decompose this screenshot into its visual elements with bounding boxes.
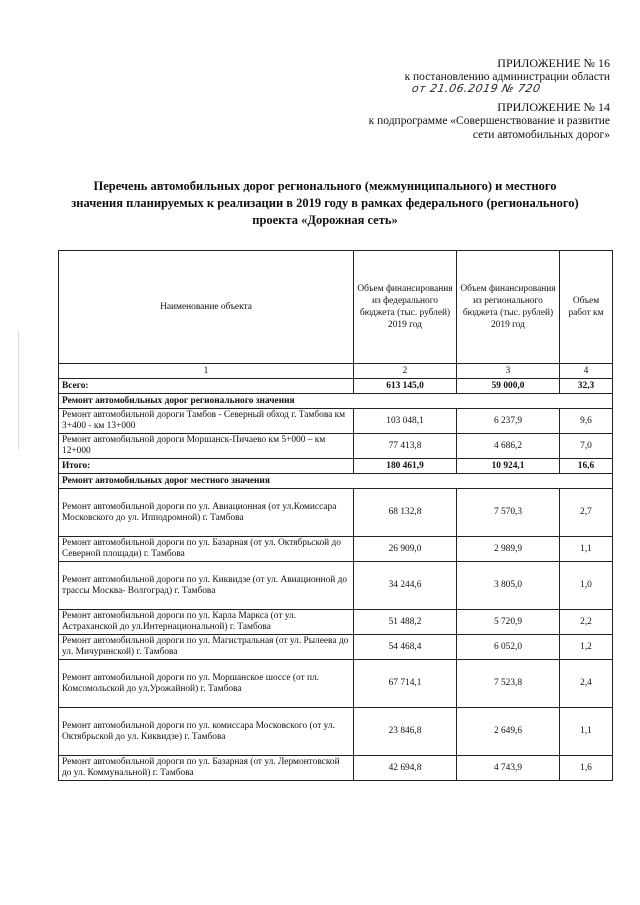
row-volume: 2,7 [560,489,613,537]
row-regional: 4 743,9 [457,756,560,781]
header-federal: Объем финансирования из федерального бюджета (тыс. рублей) 2019 год [354,251,457,364]
header-name: Наименование объекта [59,251,354,364]
table-row [59,537,613,562]
document-title: Перечень автомобильных дорог регионального (межмуниципального) и местного значения планируемых к реализации в 2019 году в рамках федерального (регионального) проекта «Дорожная сеть» [71,179,579,227]
total-volume: 32,3 [560,379,613,394]
table-row [59,708,613,756]
header-volume: Объем работ км [560,251,613,364]
row-regional: 7 570,3 [457,489,560,537]
table-row [59,434,613,459]
row-federal: 34 244,6 [354,562,457,610]
appendix-14-block [369,100,610,142]
row-regional: 4 686,2 [457,434,560,459]
col-number: 3 [457,364,560,379]
total-label: Всего: [59,379,354,394]
appendix-16-title: ПРИЛОЖЕНИЕ № 16 [497,56,610,70]
row-name: Ремонт автомобильной дороги по ул. комиссара Московского (от ул. Октябрьской до ул. Киквидзе) г. Тамбова [59,708,354,756]
section-title: Ремонт автомобильных дорог регионального значения [59,394,613,409]
scan-mark [18,330,19,450]
subtotal-row [59,459,613,474]
row-federal: 42 694,8 [354,756,457,781]
row-volume: 1,6 [560,756,613,781]
section-title: Ремонт автомобильных дорог местного значения [59,474,613,489]
appendix-14-title: ПРИЛОЖЕНИЕ № 14 [497,100,610,114]
total-row [59,379,613,394]
row-name: Ремонт автомобильной дороги по ул. Авиационная (от ул.Комиссара Московского до ул. Ипподромной) г. Тамбова [59,489,354,537]
row-federal: 54 468,4 [354,635,457,660]
column-number-row [59,364,613,379]
row-federal: 103 048,1 [354,409,457,434]
row-regional: 6 052,0 [457,635,560,660]
row-regional: 3 805,0 [457,562,560,610]
subtotal-federal: 180 461,9 [354,459,457,474]
row-name: Ремонт автомобильной дороги по ул. Базарная (от ул. Лермонтовской до ул. Коммунальной) г. Тамбова [59,756,354,781]
row-volume: 9,6 [560,409,613,434]
row-name: Ремонт автомобильной дороги Моршанск-Пичаево км 5+000 – км 12+000 [59,434,354,459]
roads-table [58,250,613,781]
table-row [59,409,613,434]
row-name: Ремонт автомобильной дороги по ул. Киквидзе (от ул. Авиационной до трассы Москва- Волгоград) г. Тамбова [59,562,354,610]
row-volume: 2,4 [560,660,613,708]
row-volume: 7,0 [560,434,613,459]
subtotal-volume: 16,6 [560,459,613,474]
total-federal: 613 145,0 [354,379,457,394]
row-name: Ремонт автомобильной дороги по ул. Базарная (от ул. Октябрьской до Северной площади) г. Тамбова [59,537,354,562]
handwritten-date-number: от 21.06.2019 № 720 [410,82,542,95]
row-name: Ремонт автомобильной дороги по ул. Магистральная (от ул. Рылеева до ул. Мичуринской) г. Тамбова [59,635,354,660]
row-federal: 67 714,1 [354,660,457,708]
row-volume: 2,2 [560,610,613,635]
row-regional: 5 720,9 [457,610,560,635]
row-federal: 51 488,2 [354,610,457,635]
row-volume: 1,0 [560,562,613,610]
row-federal: 23 846,8 [354,708,457,756]
row-federal: 26 909,0 [354,537,457,562]
total-regional: 59 000,0 [457,379,560,394]
row-name: Ремонт автомобильной дороги Тамбов - Северный обход г. Тамбова км 3+400 - км 13+000 [59,409,354,434]
section-header-regional [59,394,613,409]
table-row [59,635,613,660]
appendix-16-subtitle: к постановлению администрации области [404,71,610,83]
appendix-14-line2: к подпрограмме «Совершенствование и развитие [368,115,610,127]
col-number: 1 [59,364,354,379]
table-row [59,610,613,635]
row-federal: 68 132,8 [354,489,457,537]
col-number: 2 [354,364,457,379]
section-header-local [59,474,613,489]
appendix-14-line3: сети автомобильных дорог» [472,129,610,141]
row-federal: 77 413,8 [354,434,457,459]
table-row [59,562,613,610]
appendix-16-block [405,56,610,84]
row-name: Ремонт автомобильной дороги по ул. Моршанское шоссе (от пл. Комсомольской до ул.Урожайной) г. Тамбова [59,660,354,708]
row-volume: 1,1 [560,708,613,756]
row-volume: 1,2 [560,635,613,660]
row-regional: 6 237,9 [457,409,560,434]
col-number: 4 [560,364,613,379]
table-row [59,660,613,708]
row-regional: 2 989,9 [457,537,560,562]
table-header-row [59,251,613,364]
table-row [59,489,613,537]
subtotal-regional: 10 924,1 [457,459,560,474]
header-regional: Объем финансирования из регионального бюджета (тыс. рублей) 2019 год [457,251,560,364]
row-regional: 7 523,8 [457,660,560,708]
row-regional: 2 649,6 [457,708,560,756]
table-row [59,756,613,781]
row-name: Ремонт автомобильной дороги по ул. Карла Маркса (от ул. Астраханской до ул.Интернациональной) г. Тамбова [59,610,354,635]
subtotal-label: Итого: [59,459,354,474]
row-volume: 1,1 [560,537,613,562]
